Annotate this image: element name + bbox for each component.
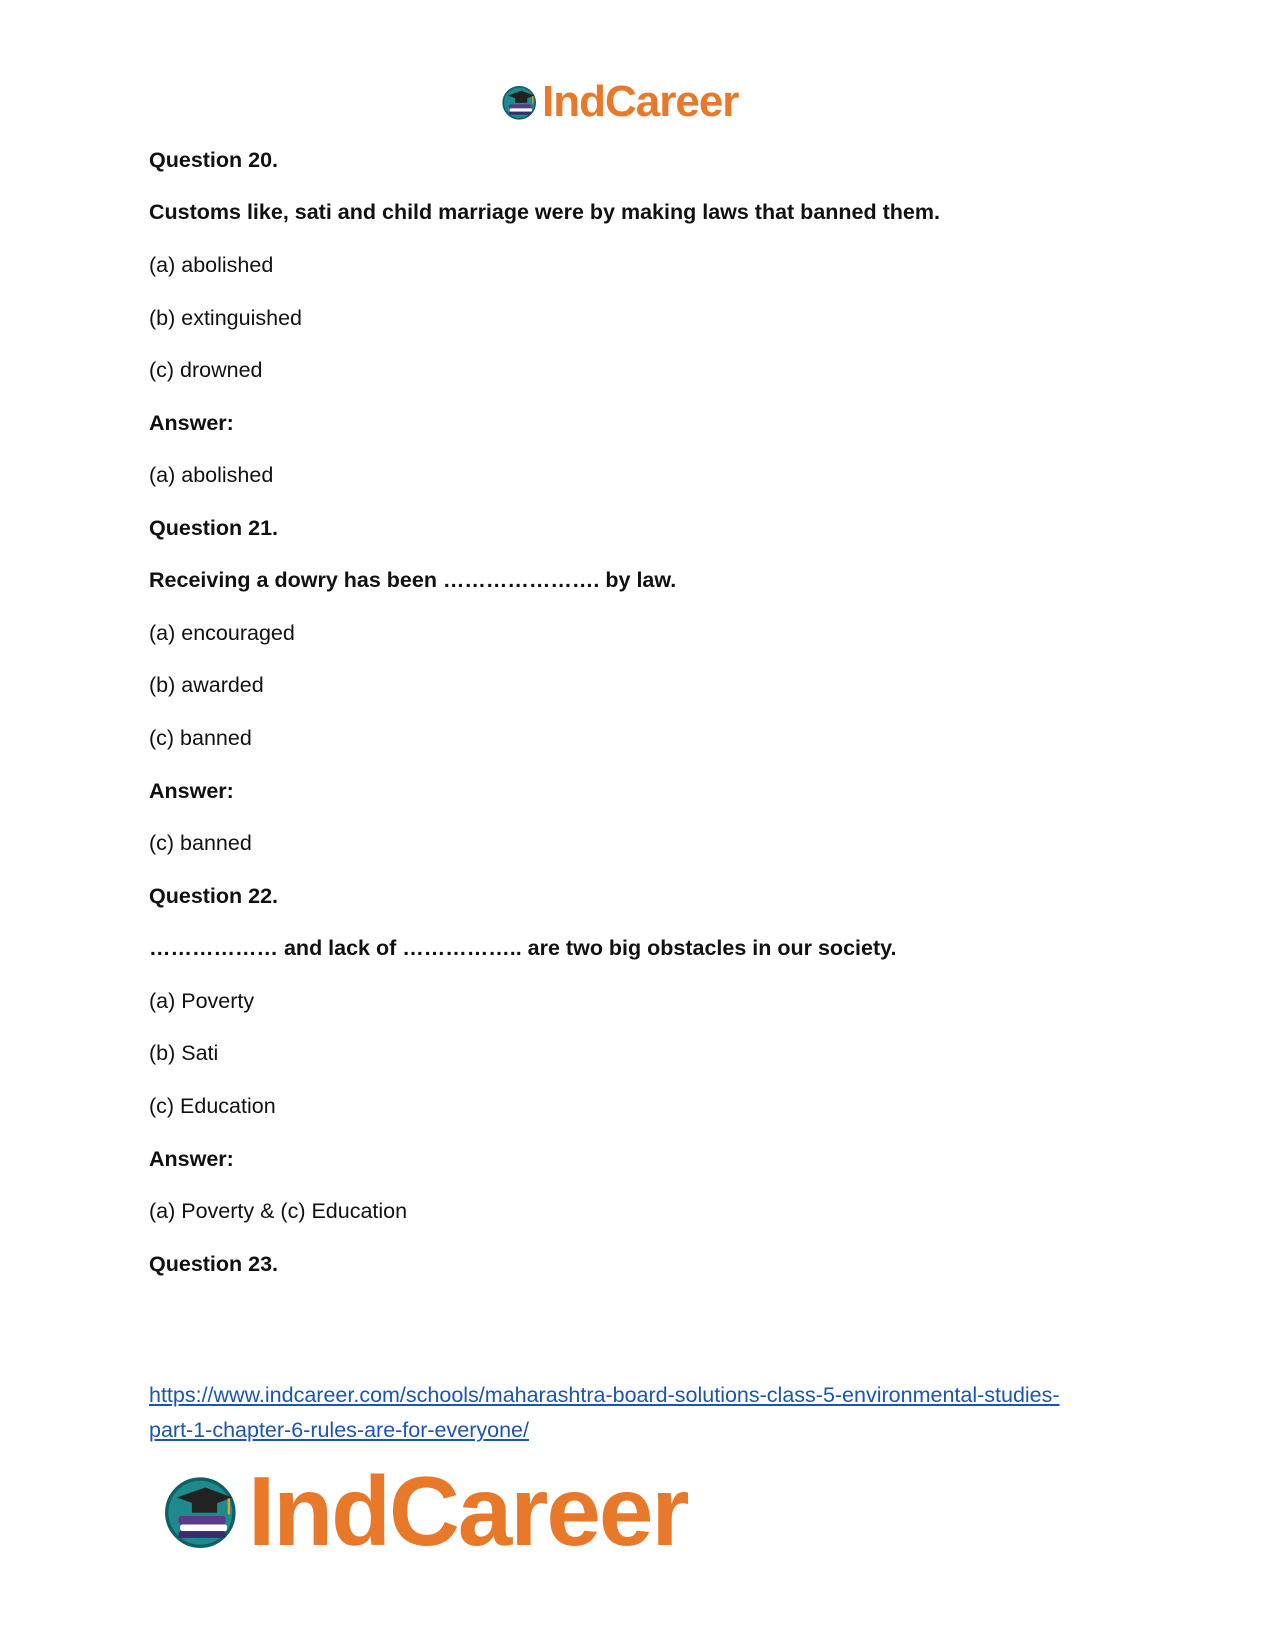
option: (c) drowned [149,358,263,382]
question-prompt: Receiving a dowry has been …………………. by law. [149,568,677,592]
question-title: Question 20. [149,148,279,172]
brand-wordmark: IndCareer [248,1456,688,1566]
answer-label: Answer: [149,779,234,803]
answer-label: Answer: [149,1147,234,1171]
option: (b) extinguished [149,306,302,330]
question-prompt: Customs like, sati and child marriage were by making laws that banned them. [149,200,940,224]
option: (b) Sati [149,1041,219,1065]
question-title: Question 23. [149,1252,279,1276]
answer-text: (c) banned [149,831,252,855]
header-logo [500,77,739,126]
graduation-book-icon [160,1469,244,1553]
source-link-line-1[interactable]: https://www.indcareer.com/schools/maharashtra-board-solutions-class-5-environmental-studies- [149,1383,1060,1407]
graduation-book-icon [500,82,540,122]
footer-logo [160,1456,688,1566]
brand-wordmark: IndCareer [542,77,739,126]
option: (a) Poverty [149,989,255,1013]
option: (c) banned [149,726,252,750]
question-title: Question 21. [149,516,279,540]
answer-text: (a) Poverty & (c) Education [149,1199,408,1223]
option: (a) abolished [149,253,274,277]
option: (a) encouraged [149,621,295,645]
option: (b) awarded [149,673,264,697]
source-link-line-2[interactable]: part-1-chapter-6-rules-are-for-everyone/ [149,1418,529,1442]
question-title: Question 22. [149,884,279,908]
answer-label: Answer: [149,411,234,435]
answer-text: (a) abolished [149,463,274,487]
source-link[interactable] [149,1378,1139,1448]
option: (c) Education [149,1094,276,1118]
question-prompt: ……………… and lack of …………….. are two big obstacles in our society. [149,936,897,960]
